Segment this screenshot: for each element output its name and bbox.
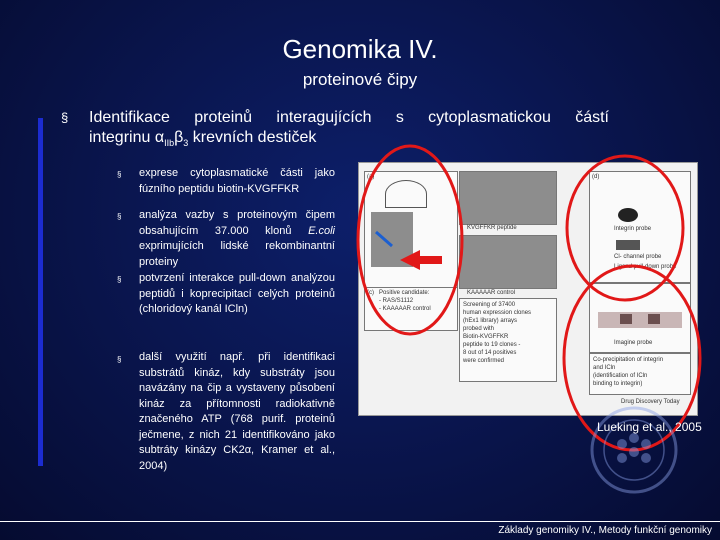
sub-item-confirmation: potvrzení interakce pull-down analýzou peptidů i koprecipitací celých proteinů (chloridový kanál ICln) [139,272,335,315]
sub-bullet-icon: § [117,355,122,364]
figure-panel-a2-array [459,235,557,289]
main-bullet-line2: integrinu $\alpha_{IIb}\beta_3$ krevních destiček [89,129,317,149]
main-bullet-line1: Identifikace proteinů interagujících s cytoplasmatickou částí [89,109,609,126]
slide-subtitle: proteinové čipy [302,70,418,89]
figure-panel-a: (a) [364,171,458,288]
sub-bullet-icon: § [117,275,122,284]
citation: Lueking et al., 2005 [597,420,702,434]
figure-panel-mid: Screening of 37400 human expression clones (hEx1 library) arrays probed with Biotin-KVGFFKR peptide to 19 clones - 8 out of 14 positives were confirmed [459,298,557,382]
figure-panel-c: (c) Positive candidate: - RAS/S1112 - KAAAAAR control [364,287,458,331]
figure-panel-d: (d) Integrin probe Cl- channel probe Ligand pull-down probe [589,171,691,283]
sub-item-binding-analysis: analýza vazby s proteinovým čipem obsahujícím 37.000 klonů E.coli exprimujících lidské rekombinantní proteiny [139,209,335,268]
figure-panel-f: Imagine probe [589,283,691,353]
figure-journal-credit: Drug Discovery Today [621,399,680,405]
main-bullet-text [89,108,609,153]
accent-bar [38,118,43,466]
footer-text: Základy genomiky IV., Metody funkční genomiky [498,525,712,536]
figure-panel-e: Co-precipitation of integrin and ICln (identification of ICln binding to integrin) [589,353,691,395]
university-seal-logo [577,404,691,496]
sub-bullet-icon: § [117,170,122,179]
figure-panel-a2-caption: KAAAAAR control [467,290,516,296]
sub-item-expression: exprese cytoplasmatické části jako fúzního peptidu biotin-KVGFFKR [139,167,335,195]
main-bullet-icon: § [61,110,69,125]
figure-panel-a-array [459,171,557,225]
figure-panel-a-caption: KVGFFKR peptide [467,225,517,231]
sub-bullet-icon: § [117,212,122,221]
sub-item-kinase-use: další využití např. při identifikaci substrátů kináz, kdy substráty jsou navázány na čip a vystaveny působení kináz za přítomnosti radiokativně značeného ATP (768 purif. proteinů ječmene, z nich 21 identifikováno jako subtráty kinázy CK2α, Kramer et al., 2004) [139,351,335,472]
footer-divider [0,521,720,522]
figure-image [358,162,698,416]
slide-title: Genomika IV. [282,34,438,64]
